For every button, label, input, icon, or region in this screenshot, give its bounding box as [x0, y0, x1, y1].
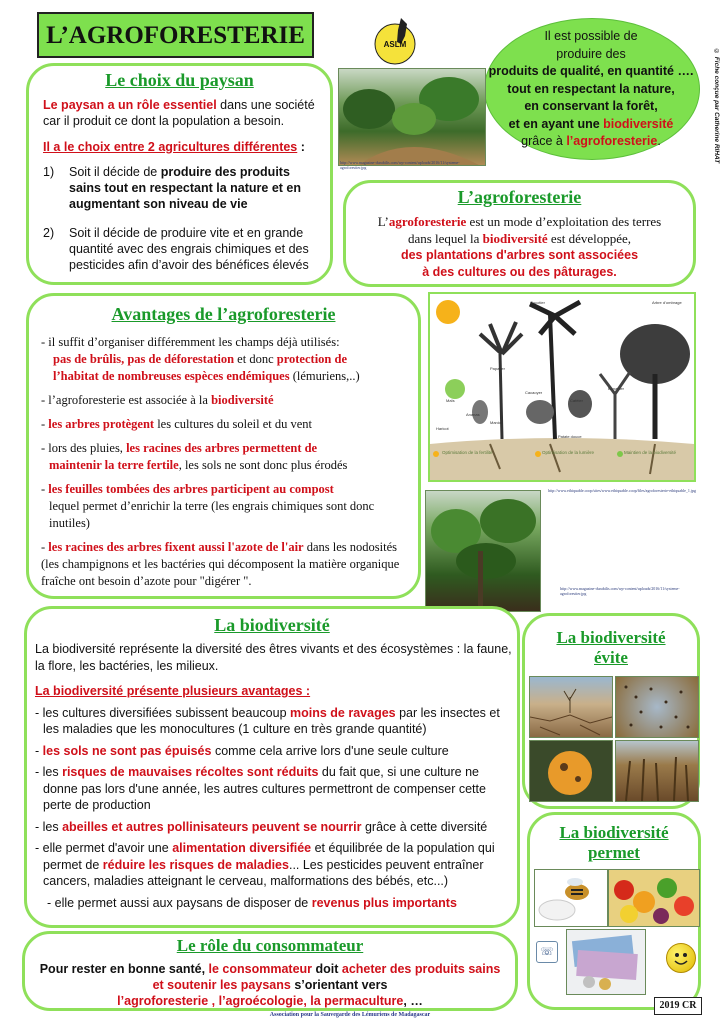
bee-photo — [534, 869, 608, 927]
diseased-fruit-photo — [529, 740, 613, 802]
agroforestry-diagram: Optimisation de la fertilité Optimisation de la lumière Maintien de la biodiversité Cocotier Arbre d'ombrage Papayer Cacaoyer Bananier Caféier Maïs Ananas Manioc Haricot Patate douce — [428, 292, 696, 482]
footer-year: 2019 CR — [654, 997, 702, 1015]
agroforest-photo-top — [338, 68, 486, 166]
avantages-section: Avantages de l’agroforesterie - il suffit d’organiser différemment les champs déjà utilisés: pas de brûlis, pas de déforestation et donc protection de l’habitat de nombreuses espèces endémiques (lémuriens,..) - l’agroforesterie est associée à la biodiversité - les arbres protègent les cultures du soleil et du vent - lors des pluies, les racines des arbres permettent de maintenir la terre fertile, les sols ne sont donc plus érodés - les feuilles tombées des arbres participent au compost lequel permet d’enrichir la terre (les engrais chimiques sont donc inutiles) - les racines des arbres fixent aussi l'azote de l'air dans les nodosités (les champignons et les bactéries qui décomposent la matière organique fraîche ont besoin d’azote pour "digérer ". — [26, 293, 421, 599]
biodiversite-permet-section: La biodiversité permet ☏ — [527, 812, 701, 1010]
aslm-logo — [371, 14, 419, 68]
smiley-icon — [666, 943, 696, 973]
photo2-caption: http://www.magazine-durabilis.com/wp-content/uploads/2016/11/systeme-agroforestier.jpg — [560, 586, 680, 596]
biodiversite-section: La biodiversité La biodiversité représente la diversité des êtres vivants et des écosystèmes : la faune, la flore, les bactéries, les milieux. La biodiversité présente plusieurs avantages : - les cultures diversifiées subissent beaucoup moins de ravages par les insectes et les maladies que les monocultures (1 culture en très grande quantité) - les sols ne sont pas épuisés comme cela arrive lors d'une seule culture - les risques de mauvaises récoltes sont réduits du fait que, si une culture ne donne pas lors d'une année, les autres cultures permettront de compenser cette perte de production - les abeilles et autres pollinisateurs peuvent se nourrir grâce à cette diversité - elle permet d'avoir une alimentation diversifiée et équilibrée de la population qui permet de réduire les risques de maladies... Les pesticides peuvent entraîner cancers, maladies atteignant le cerveau, malformations des bébés, etc...) - elle permet aussi aux paysans de disposer de revenus plus importants — [24, 606, 520, 928]
photo1-caption: http://www.magazine-durabilis.com/wp-content/uploads/2016/11/systeme-agroforestier.jpg — [340, 160, 460, 170]
choix-title: Le choix du paysan — [105, 70, 254, 90]
failed-crop-photo — [615, 740, 699, 802]
biodiversite-evite-section: La biodiversité évite — [522, 613, 700, 809]
logo-text: ASLM — [383, 40, 407, 49]
page-title-box — [37, 12, 314, 58]
intro-text: Il est possible de produire des produits de qualité, en quantité …. tout en respectant la nature, en conservant la forêt, et en ayant une biodiversité grâce à l’agroforesterie. — [488, 29, 694, 148]
fruits-vegetables-photo — [608, 869, 700, 927]
forest-photo — [425, 490, 541, 612]
agroforesterie-definition: L’agroforesterie L’agroforesterie est un mode d’exploitation des terres dans lequel la biodiversité est développée, des plantations d'arbres sont associées à des cultures ou des pâturages. — [343, 180, 696, 287]
footer-association: Association pour la Sauvegarde des Lémuriens de Madagascar — [269, 1012, 431, 1018]
stamp-icon: ☏ — [536, 941, 558, 963]
consommateur-section: Le rôle du consommateur Pour rester en bonne santé, le consommateur doit acheter des produits sains et soutenir les paysans s’orientant vers l’agroforesterie , l’agroécologie, la permaculture, … — [22, 931, 518, 1011]
diagram-caption: http://www.ethiquable.coop/sites/www.ethiquable.coop/files/agroforesterie-ethiquable_1.jpg — [548, 488, 696, 493]
drought-photo — [529, 676, 613, 738]
choix-paysan-section: Le choix du paysan Le paysan a un rôle essentiel dans une société car il produit ce dont la population a besoin. Il a le choix entre 2 agricultures différentes : 1) Soit il décide de produire des produits sains tout en respectant la nature et en augmentant son niveau de vie 2) Soit il décide de produire vite et en grande quantité avec des engrais chimiques et des pesticides afin d’avoir des bénéfices élevés — [26, 63, 333, 285]
page-title: L’AGROFORESTERIE — [46, 22, 305, 49]
author-credit: © Fiche conçue par Catherine RIHAT — [713, 48, 720, 164]
locusts-photo — [615, 676, 699, 738]
money-photo — [566, 929, 646, 995]
